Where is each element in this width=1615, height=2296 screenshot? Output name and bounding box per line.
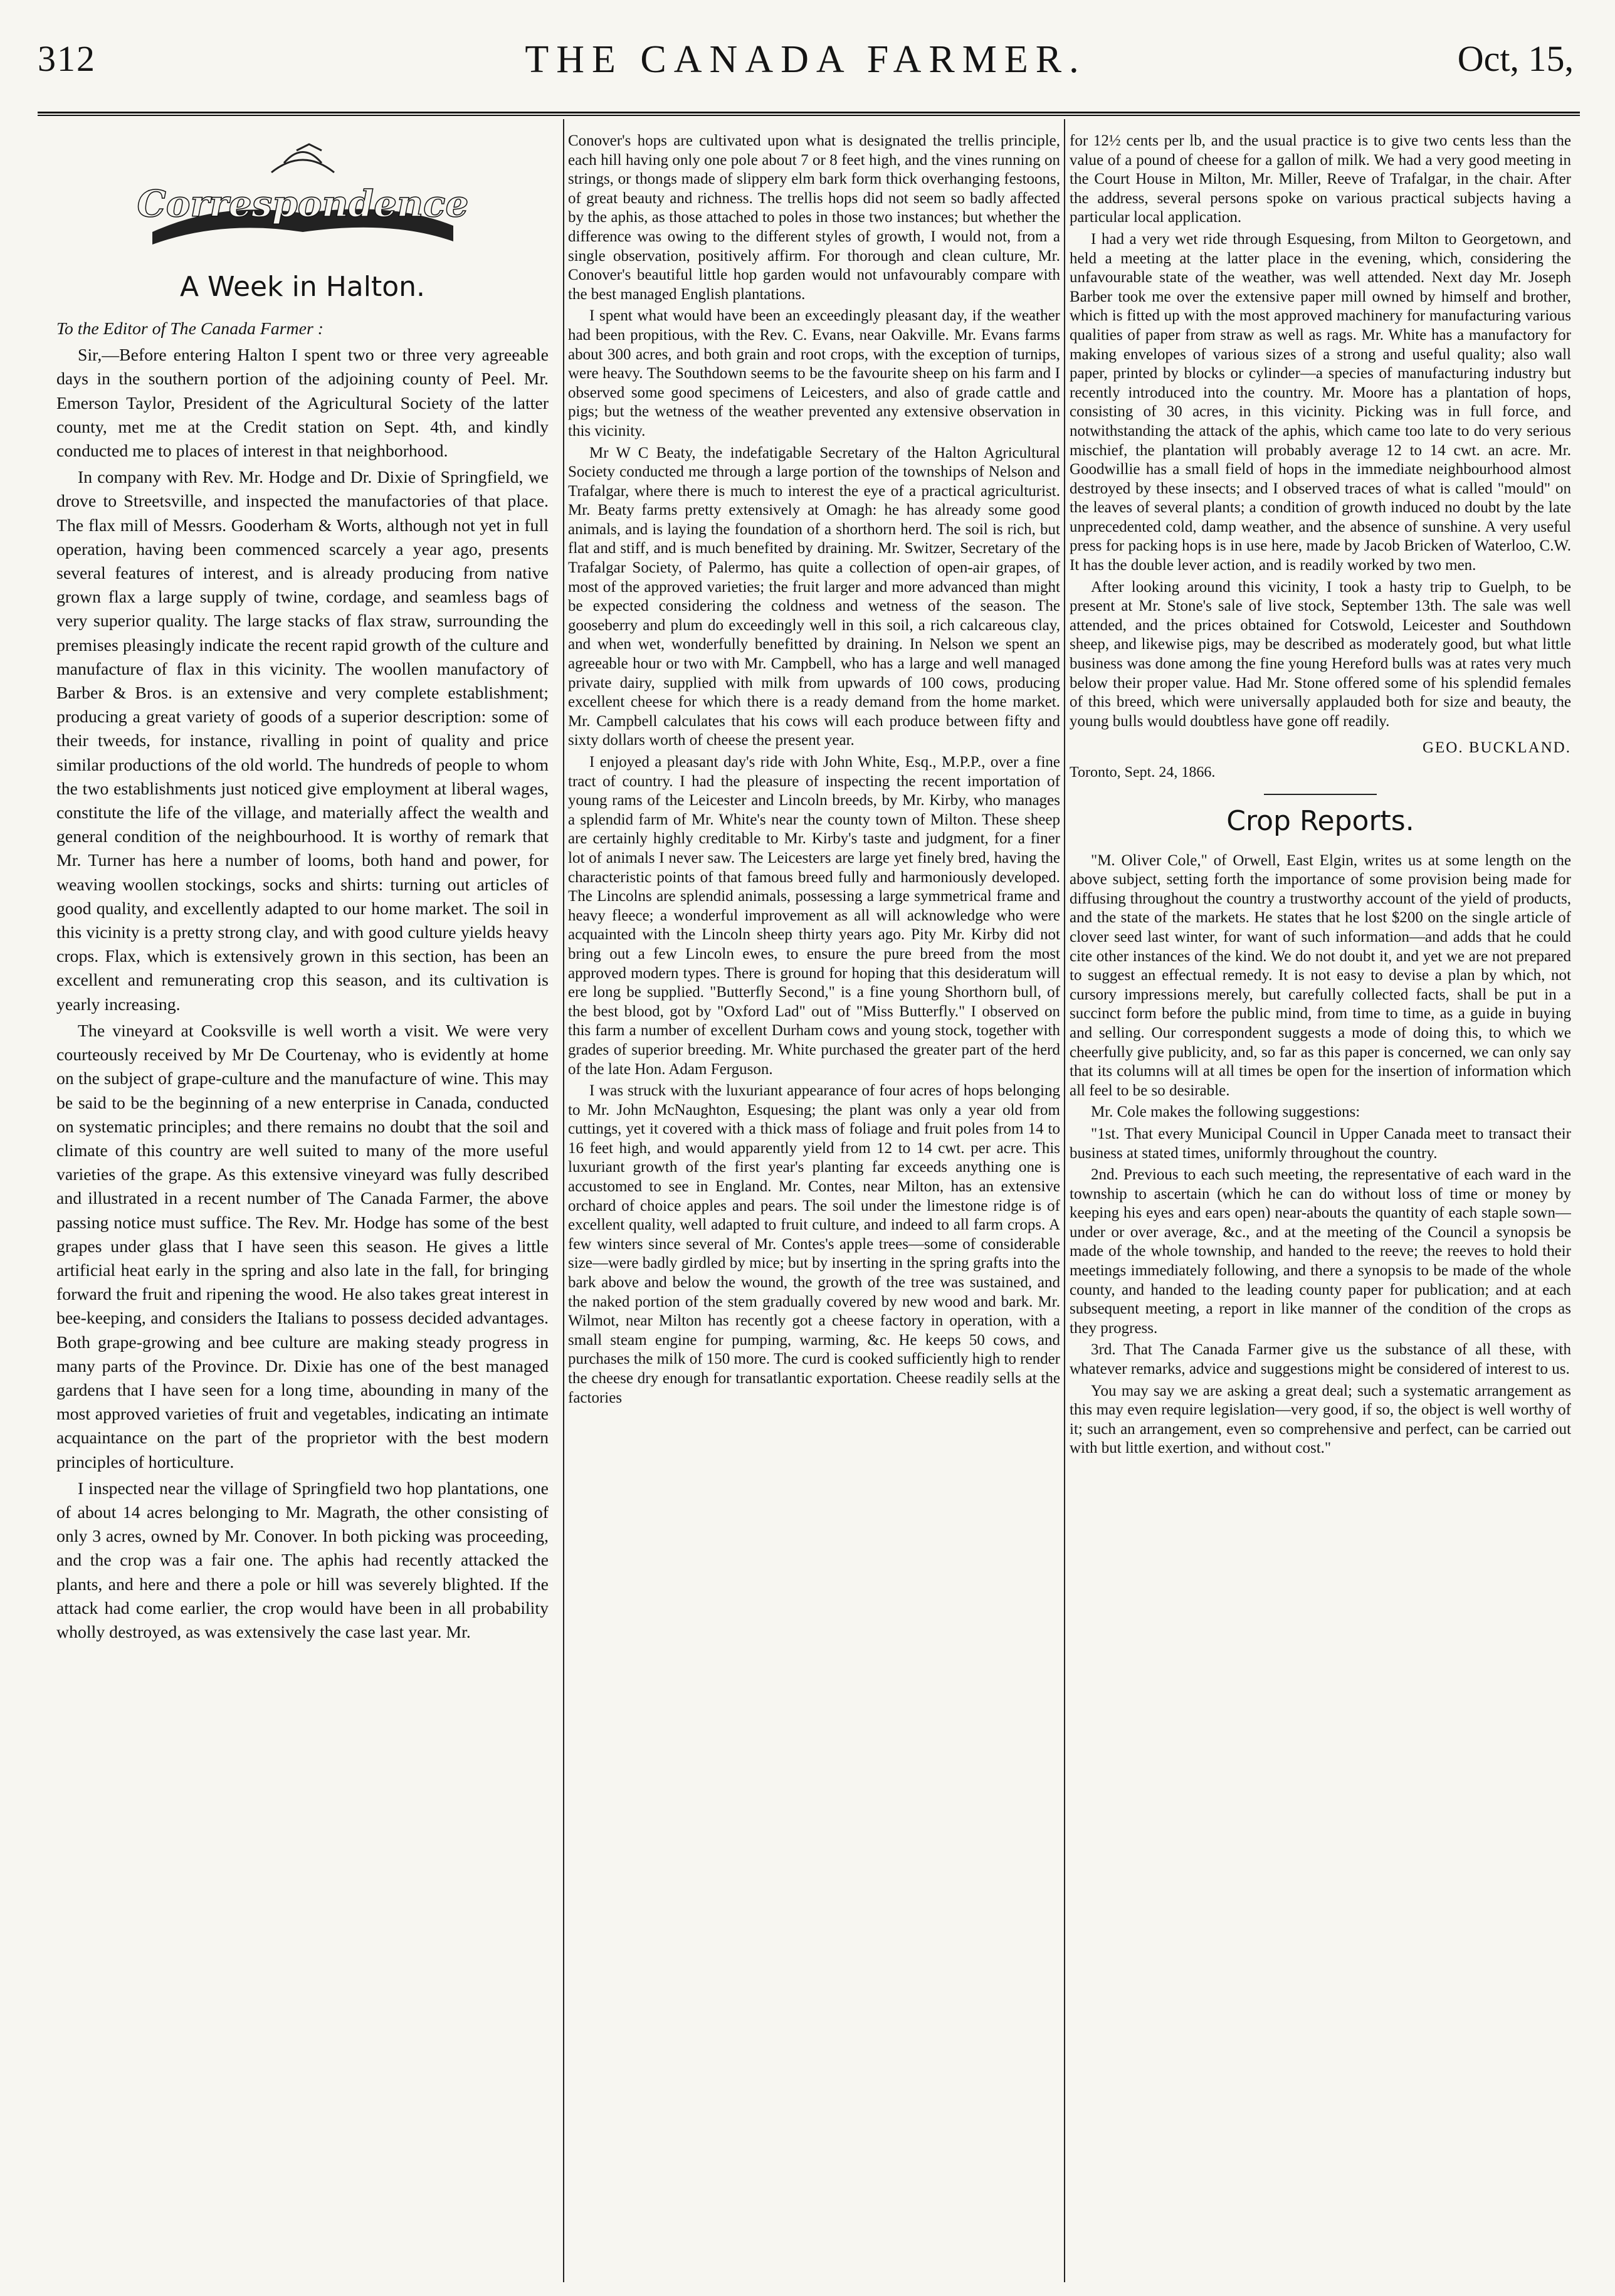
paragraph: In company with Rev. Mr. Hodge and Dr. Dixie of Springfield, we drove to Streetsville, and inspected the manufactories of that place. The flax mill of Messrs. Gooderham & Worts, although not yet in full operation, having been commenced scarcely a year ago, presents several features of interest, and is already producing from native grown flax a large supply of twine, cordage, and seamless bags of very superior quality. The large stacks of flax straw, surrounding the premises pleasingly indicate the recent rapid growth of the culture and manufacture of flax in this vicinity. The woollen manufactory of Barber & Bros. is an extensive and very complete establishment; producing a great variety of goods of a superior description: some of their tweeds, for instance, rivalling in point of quality and price similar productions of the old world. The hundreds of people to whom the two establishments just noticed give employment at liberal wages, constitute the life of the village, and materially affect the wealth and general condition of the neighbourhood. It is worthy of remark that Mr. Turner has here a number of looms, both hand and power, for weaving woollen stockings, socks and shirts: turning out articles of good quality, and excellently adapted to our home market. The soil in this vicinity is a pretty strong clay, and with good culture yields heavy crops. Flax, which is extensively grown in this section, has been an excellent and remunerating crop this season, and its cultivation is yearly increasing.	[56, 468, 549, 1014]
issue-date: Oct, 15,	[1457, 38, 1574, 79]
paragraph: Mr W C Beaty, the indefatigable Secretary of the Halton Agricultural Society conducted me through a large portion of the townships of Nelson and Trafalgar, where there is much to interest the eye of a practical agriculturist. Mr. Beaty farms pretty extensively at Omagh: he has already some good animals, and is laying the foundation of a shorthorn herd. The soil is rich, but flat and stiff, and is much benefited by draining. Mr. Switzer, Secretary of the Trafalgar Society, of Palermo, has quite a collection of open-air grapes, of most of the approved varieties; the fruit larger and more advanced than might be expected considering the coldness and wetness of the season. The gooseberry and plum do exceedingly well in this soil, a rich calcareous clay, and when wet, wonderfully benefitted by draining. In Nelson we spent an agreeable hour or two with Mr. Campbell, who has a large and well managed private dairy, supplied with milk from upwards of 100 cows, producing excellent cheese for which there is a ready demand from the home market. Mr. Campbell calculates that his cows will each produce between fifty and sixty dollars worth of cheese the present year.	[568, 444, 1060, 749]
column-rule	[1064, 119, 1065, 2282]
dateline: Toronto, Sept. 24, 1866.	[1070, 764, 1216, 781]
paragraph: for 12½ cents per lb, and the usual practice is to give two cents less than the value of a pound of cheese for a gallon of milk. We had a very good meeting in the Court House in Milton, Mr. Miller, Reeve of Trafalgar, in the chair. After the address, several persons spoke on various practical subjects having a particular local application.	[1070, 132, 1571, 226]
page-number: 312	[38, 38, 96, 79]
column-2	[568, 132, 1060, 2276]
paragraph: I was struck with the luxuriant appearance of four acres of hops belonging to Mr. John McNaughton, Esquesing; the plant was only a year old from cuttings, yet it covered with a thick mass of foliage and fruit poles from 14 to 16 feet high, and would apparently yield from 12 to 14 cwt. per acre. This luxuriant growth of the first year's planting far exceeds anything one is accustomed to see in England. Mr. Contes, near Milton, has an extensive orchard of choice apples and pears. The soil under the limestone ridge is of excellent quality, well adapted to fruit culture, and indeed to all farm crops. A few winters since several of Mr. Contes's apple trees—some of considerable size—were badly girdled by mice; but by inserting in the spring grafts into the bark above and below the wound, the growth of the tree was sustained, and the naked portion of the stem gradually covered by new wood and bark. Mr. Wilmot, near Milton has recently got a cheese factory in operation, with a small steam engine for pumping, warming, &c. He keeps 50 cows, and purchases the milk of 150 more. The curd is cooked sufficiently high to render the cheese dry enough for transatlantic exportation. Cheese readily sells at the factories	[568, 1082, 1060, 1406]
paragraph: "1st. That every Municipal Council in Upper Canada meet to transact their business at stated times, uniformly throughout the country.	[1070, 1125, 1571, 1162]
article-title: Crop Reports.	[1226, 804, 1414, 837]
salutation: To the Editor of The Canada Farmer :	[56, 319, 324, 339]
banner-text: Correspondence	[137, 182, 468, 225]
paragraph: 3rd. That The Canada Farmer give us the substance of all these, with whatever remarks, advice and suggestions might be considered of interest to us.	[1070, 1341, 1571, 1378]
paragraph: You may say we are asking a great deal; such a systematic arrangement as this may even require legislation—very good, if so, the object is well worthy of it; such an arrangement, even so comprehensive and perfect, can be carried out with but little exertion, and without cost."	[1070, 1382, 1571, 1457]
paragraph: I inspected near the village of Springfield two hop plantations, one of about 14 acres belonging to Mr. Magrath, the other consisting of only 3 acres, owned by Mr. Conover. In both picking was proceeding, and the crop was a fair one. The aphis had recently attacked the plants, and here and there a pole or hill was severely blighted. If the attack had come earlier, the crop would have been in all probability wholly destroyed, as was extensively the case last year. Mr.	[56, 1478, 549, 1642]
paragraph: 2nd. Previous to each such meeting, the representative of each ward in the township to ascertain (which he can do without loss of time or money by keeping his eyes and ears open) near-abouts the quantity of each staple sown—under or over average, &c., and at the meeting of the Council a synopsis be made of the whole township, and handed to the reeve; the reeves to hold their meetings immediately following, and there a synopsis to be made of the whole county, and handed to the leading county paper for publication; and at each subsequent meeting, a report in like manner of the condition of the crops as they progress.	[1070, 1166, 1571, 1337]
column-rule	[563, 119, 564, 2282]
paragraph: I spent what would have been an exceedingly pleasant day, if the weather had been propitious, with the Rev. C. Evans, near Oakville. Mr. Evans farms about 300 acres, and both grain and root crops, with the exception of turnips, were heavy. The Southdown seems to be the favourite sheep on his farm and I observed some good specimens of Leicesters, and also of grade cattle and pigs; but the wetness of the weather prevented any extensive observation in this vicinity.	[568, 307, 1060, 440]
paragraph: Conover's hops are cultivated upon what is designated the trellis principle, each hill having only one pole about 7 or 8 feet high, and the vines running on strings, or thongs made of slippery elm bark form thick overhanging festoons, of great beauty and richness. The trellis hops did not seem so badly affected by the aphis, as those attached to poles in those two instances; but whether the difference was owing to the different styles of growth, I would not, from a single observation, positively affirm. For thorough and clean culture, Mr. Conover's beautiful little hop garden would not unfavourably compare with the best managed English plantations.	[568, 132, 1060, 303]
section-divider	[1264, 794, 1377, 795]
paragraph: I enjoyed a pleasant day's ride with John White, Esq., M.P.P., over a fine tract of country. I had the pleasure of inspecting the recent importation of young rams of the Leicester and Lincoln breeds, by Mr. Kirby, who manages a splendid farm of Mr. White's near the county town of Milton. These sheep are certainly highly creditable to Mr. Kirby's taste and judgment, for a finer lot of animals I never saw. The Leicesters are large yet finely bred, having the characteristic points of that famous breed fully and harmoniously developed. The Lincolns are splendid animals, possessing a large symmetrical frame and heavy fleece; a wonderful improvement as all will acknowledge who were acquainted with the Lincoln sheep thirty years ago. Pity Mr. Kirby did not bring out a few Lincoln ewes, to ensure the pure breed from the most approved modern types. There is ground for hoping that this desideratum will ere long be supplied. "Butterfly Second," is a fine young Shorthorn bull, of the best blood, got by "Oxford Lad" out of "Miss Butterfly." I observed on this farm a number of excellent Durham cows and young stock, together with grades of superior breeding. Mr. White purchased the greater part of the herd of the late Hon. Adam Ferguson.	[568, 754, 1060, 1078]
correspondence-banner	[127, 138, 478, 257]
paragraph: The vineyard at Cooksville is well worth a visit. We were very courteously received by Mr De Courtenay, who is evidently at home on the subject of grape-culture and the manufacture of wine. This may be said to be the beginning of a new enterprise in Canada, conducted on systematic principles; and there remains no doubt that the soil and climate of this country are well suited to many of the more useful varieties of the grape. As this extensive vineyard was fully described and illustrated in a recent number of The Canada Farmer, the above passing notice must suffice. The Rev. Mr. Hodge has some of the best grapes under glass that I have seen this season. He gives a little artificial heat early in the spring and also late in the fall, for bringing forward the fruit and ripening the wood. He also takes great interest in bee-keeping, and considers the Italians to possess decided advantages. Both grape-growing and bee culture are making steady progress in many parts of the Province. Dr. Dixie has one of the best managed gardens that I have seen for a long time, abounding in many of the most approved varieties of fruit and vegetables, indicating an intimate acquaintance on the part of the proprietor with the best modern principles of horticulture.	[56, 1021, 549, 1472]
paragraph: After looking around this vicinity, I took a hasty trip to Guelph, to be present at Mr. Stone's sale of live stock, September 13th. The sale was well attended, and the prices obtained for Cotswold, Leicester and Southdown sheep, and likewise pigs, may be described as moderately good, but what little business was done among the fine young Hereford bulls was at rates very much below their proper value. Had Mr. Stone offered some of his splendid females of this breed, which were universally applauded both for size and beauty, the young bulls would doubtless have gone off readily.	[1070, 578, 1571, 730]
column-3	[1070, 132, 1571, 2276]
header-rule	[38, 112, 1580, 116]
paragraph: Sir,—Before entering Halton I spent two or three very agreeable days in the southern portion of the adjoining county of Peel. Mr. Emerson Taylor, President of the Agricultural Society of the latter county, met me at the Credit station on Sept. 4th, and kindly conducted me to places of interest in that neighborhood.	[56, 345, 549, 461]
signature: GEO. BUCKLAND.	[1422, 739, 1571, 757]
column-1	[56, 132, 549, 2276]
masthead	[38, 33, 1574, 95]
paragraph: Mr. Cole makes the following suggestions:	[1091, 1103, 1360, 1121]
paragraph: "M. Oliver Cole," of Orwell, East Elgin, writes us at some length on the above subject, setting forth the importance of some provision being made for diffusing throughout the country a trustworthy account of the yield of products, and the state of the markets. He states that he lost $200 on the single article of clover seed last winter, for want of such information—and adds that he could cite other instances of the kind. We do not doubt it, and yet we are not prepared to suggest an effectual remedy. It is not easy to devise a plan by which, not cursory impressions merely, but carefully collected facts, shall be put in a succinct form before the public mind, from time to time, as a guide in buying and selling. Our correspondent suggests a mode of doing this, to which we cheerfully give publicity, and, so far as this paper is concerned, we can only say that its columns will at all times be open for the insertion of information which all feel to be so desirable.	[1070, 851, 1571, 1099]
article-title: A Week in Halton.	[179, 271, 426, 303]
paragraph: I had a very wet ride through Esquesing, from Milton to Georgetown, and held a meeting at the latter place in the evening, which, considering the unfavourable state of the weather, was well attended. Next day Mr. Joseph Barber took me over the extensive paper mill owned by himself and brother, which is fitted up with the most approved machinery for manufacturing various qualities of paper from straw as well as rags. Mr. White has a manufactory for making envelopes of various sizes of a strong and useful quality; also wall paper, printed by blocks or cylinder—a species of manufacturing industry but recently introduced into the country. Mr. Moore has a plantation of hops, consisting of 30 acres, in this vicinity. Picking was in full force, and notwithstanding the attack of the aphis, which came too late to do very serious mischief, the plantation will probably average 12 to 14 cwt. an acre. Mr. Goodwillie has a small field of hops in the immediate neighbourhood almost destroyed by these insects; and I observed traces of what is called "mould" on the leaves of several plants; a condition of growth induced no doubt by the late unprecedented cold, damp weather, and the absence of sunshine. A very useful press for packing hops is in use here, made by Jacob Bricken of Waterloo, C.W. It has the double lever action, and is readily worked by two men.	[1070, 230, 1571, 574]
newspaper-title: THE CANADA FARMER.	[525, 38, 1086, 81]
